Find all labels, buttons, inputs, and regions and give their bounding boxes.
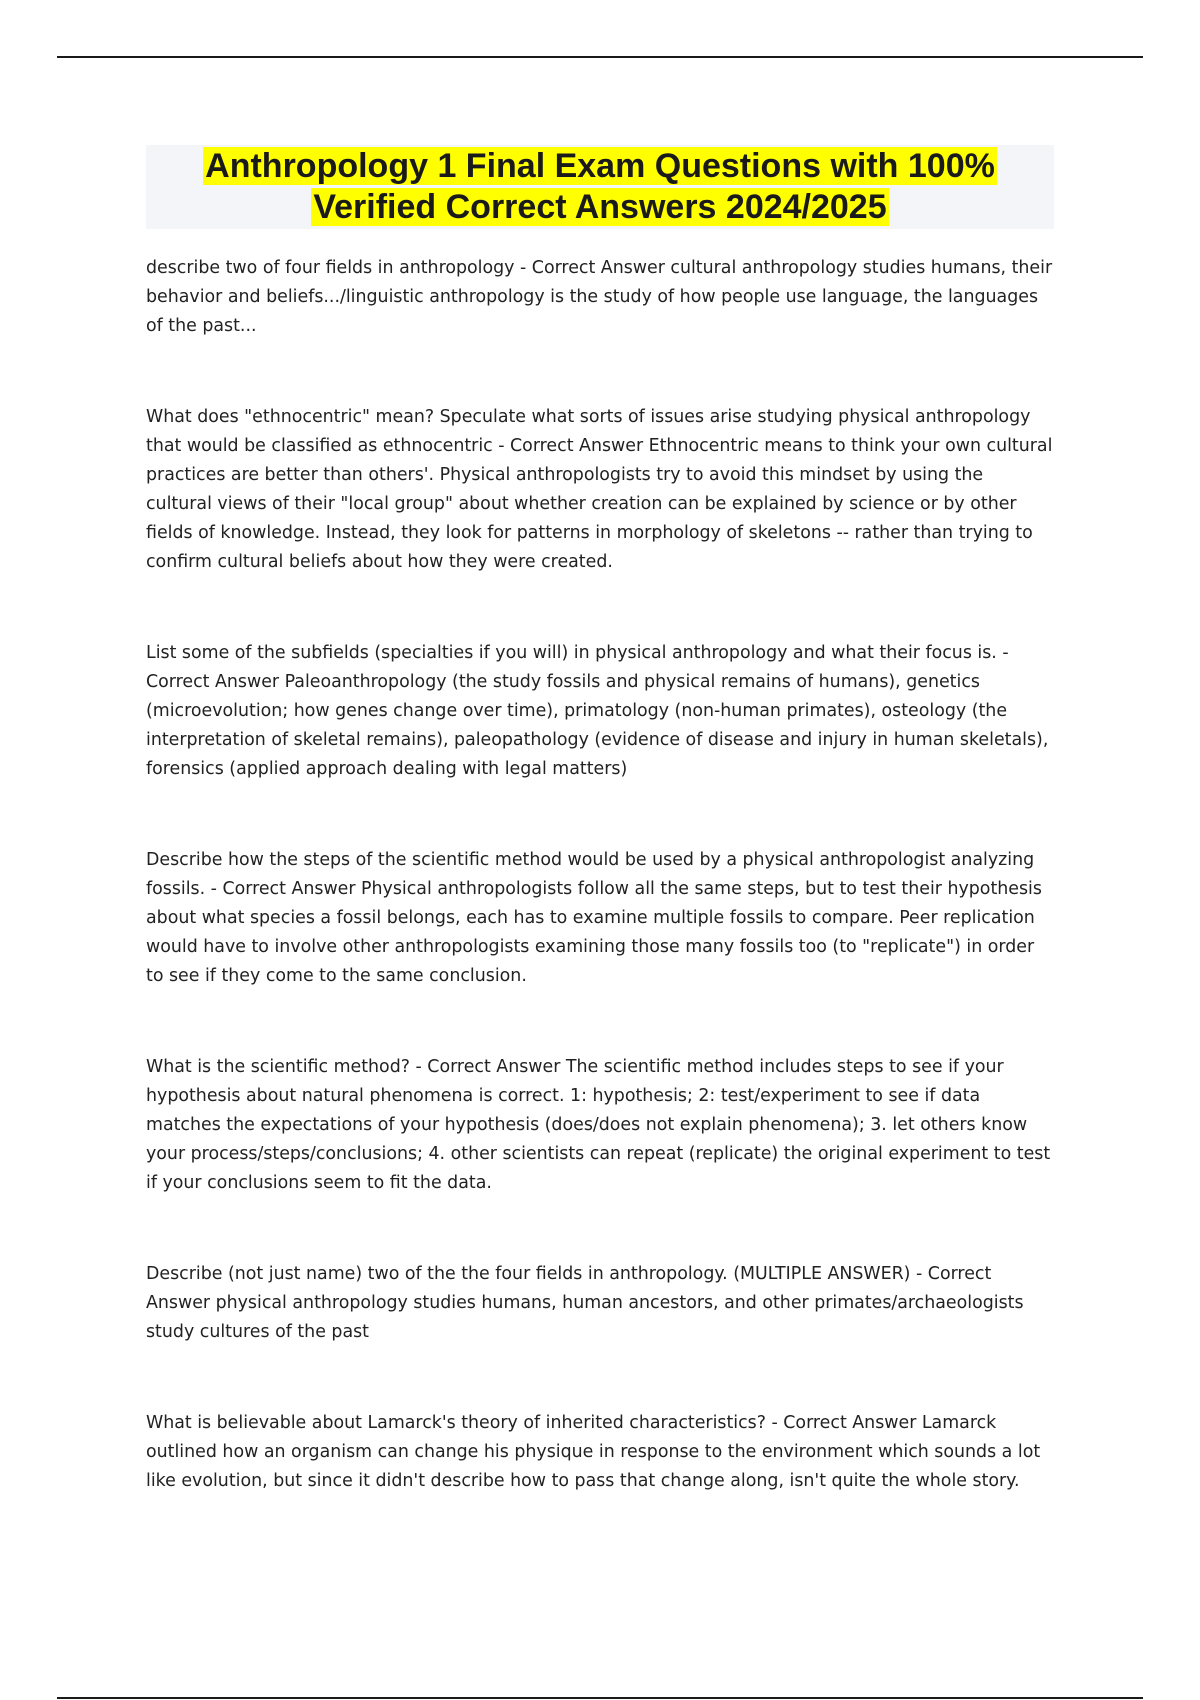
question-answer-item: Describe how the steps of the scientific method would be used by a physical anthropologist analyzing fossils. - Correct Answer Physical anthropologists follow all the same steps, but to test their hypothesis about what species a fossil belongs, each has to examine multiple fossils to compare. Peer replication would have to involve other anthropologists examining those many fossils too (to "replicate") in order to see if they come to the same conclusion. xyxy=(146,850,1042,986)
question-answer-item: What is the scientific method? - Correct Answer The scientific method includes steps to see if your hypothesis about natural phenomena is correct. 1: hypothesis; 2: test/experiment to see if data matches the expectations of your hypothesis (does/does not explain phenomena); 3. let others know your process/steps/conclusions; 4. other scientists can repeat (replicate) the original experiment to test if your conclusions seem to fit the data. xyxy=(146,1057,1051,1193)
bottom-rule xyxy=(57,1697,1143,1699)
document-title xyxy=(146,145,1054,228)
title-line-2: Verified Correct Answers 2024/2025 xyxy=(313,188,887,226)
title-line-1: Anthropology 1 Final Exam Questions with 100% xyxy=(205,147,995,185)
top-rule xyxy=(57,56,1143,58)
question-list xyxy=(146,254,1054,1496)
question-answer-item: describe two of four fields in anthropology - Correct Answer cultural anthropology studies humans, their behavior and beliefs.../linguistic anthropology is the study of how people use language, the languages of the past... xyxy=(146,258,1053,336)
question-answer-item: What is believable about Lamarck's theory of inherited characteristics? - Correct Answer Lamarck outlined how an organism can change his physique in response to the environment which sounds a lot like evolution, but since it didn't describe how to pass that change along, isn't quite the whole story. xyxy=(146,1413,1041,1491)
question-answer-item: List some of the subfields (specialties if you will) in physical anthropology and what their focus is. - Correct Answer Paleoanthropology (the study fossils and physical remains of humans), genetics (microevolution; how genes change over time), primatology (non-human primates), osteology (the interpretation of skeletal remains), paleopathology (evidence of disease and injury in human skeletals), forensics (applied approach dealing with legal matters) xyxy=(146,643,1049,779)
question-answer-item: What does "ethnocentric" mean? Speculate what sorts of issues arise studying physical anthropology that would be classified as ethnocentric - Correct Answer Ethnocentric means to think your own cultural practices are better than others'. Physical anthropologists try to avoid this mindset by using the cultural views of their "local group" about whether creation can be explained by science or by other fields of knowledge. Instead, they look for patterns in morphology of skeletons -- rather than trying to confirm cultural beliefs about how they were created. xyxy=(146,407,1053,572)
question-answer-item: Describe (not just name) two of the the four fields in anthropology. (MULTIPLE ANSWER) - Correct Answer physical anthropology studies humans, human ancestors, and other primates/archaeologists study cultures of the past xyxy=(146,1264,1024,1342)
title-box xyxy=(146,145,1054,229)
